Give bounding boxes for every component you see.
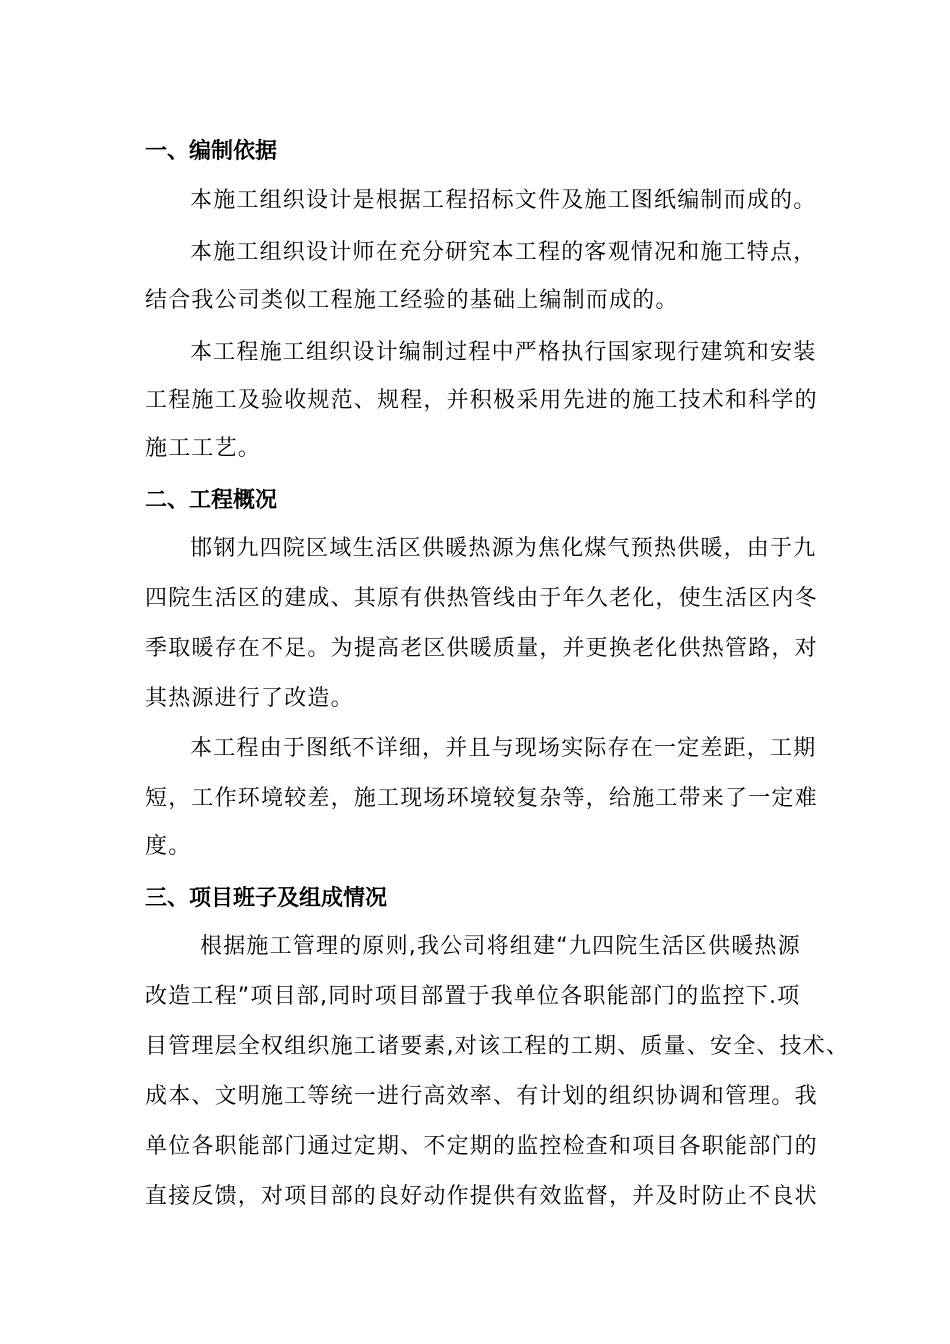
- paragraph-line: 单位各职能部门通过定期、不定期的监控检查和项目各职能部门的: [145, 1134, 818, 1159]
- paragraph-line: 本工程施工组织设计编制过程中严格执行国家现行建筑和安装: [190, 340, 817, 365]
- section-heading-overview: 二、工程概况: [145, 488, 278, 513]
- paragraph-line: 根据施工管理的原则,我公司将组建“九四院生活区供暖热源: [200, 934, 801, 959]
- section-heading-team: 三、项目班子及组成情况: [145, 886, 388, 911]
- paragraph-line: 直接反馈，对项目部的良好动作提供有效监督，并及时防止不良状: [145, 1184, 818, 1209]
- paragraph-line: 本工程由于图纸不详细，并且与现场实际存在一定差距，工期: [190, 736, 817, 761]
- paragraph-line: 本施工组织设计师在充分研究本工程的客观情况和施工特点，: [190, 240, 817, 265]
- paragraph-line: 短，工作环境较差，施工现场环境较复杂等，给施工带来了一定难: [145, 786, 818, 811]
- paragraph-line: 改造工程”项目部,同时项目部置于我单位各职能部门的监控下.项: [145, 984, 801, 1009]
- paragraph-line: 目管理层全权组织施工诸要素,对该工程的工期、质量、安全、技术、: [145, 1034, 850, 1059]
- paragraph-line: 季取暖存在不足。为提高老区供暖质量，并更换老化供热管路，对: [145, 636, 818, 661]
- paragraph-line: 本施工组织设计是根据工程招标文件及施工图纸编制而成的。: [190, 188, 817, 213]
- paragraph-line: 度。: [145, 834, 192, 859]
- paragraph-line: 施工工艺。: [145, 436, 262, 461]
- paragraph-line: 四院生活区的建成、其原有供热管线由于年久老化，使生活区内冬: [145, 586, 818, 611]
- paragraph-line: 工程施工及验收规范、规程，并积极采用先进的施工技术和科学的: [145, 388, 818, 413]
- section-heading-basis: 一、编制依据: [145, 139, 278, 164]
- paragraph-line: 其热源进行了改造。: [145, 686, 354, 711]
- paragraph-line: 邯钢九四院区域生活区供暖热源为焦化煤气预热供暖，由于九: [190, 536, 817, 561]
- paragraph-line: 成本、文明施工等统一进行高效率、有计划的组织协调和管理。我: [145, 1084, 818, 1109]
- paragraph-line: 结合我公司类似工程施工经验的基础上编制而成的。: [145, 288, 679, 313]
